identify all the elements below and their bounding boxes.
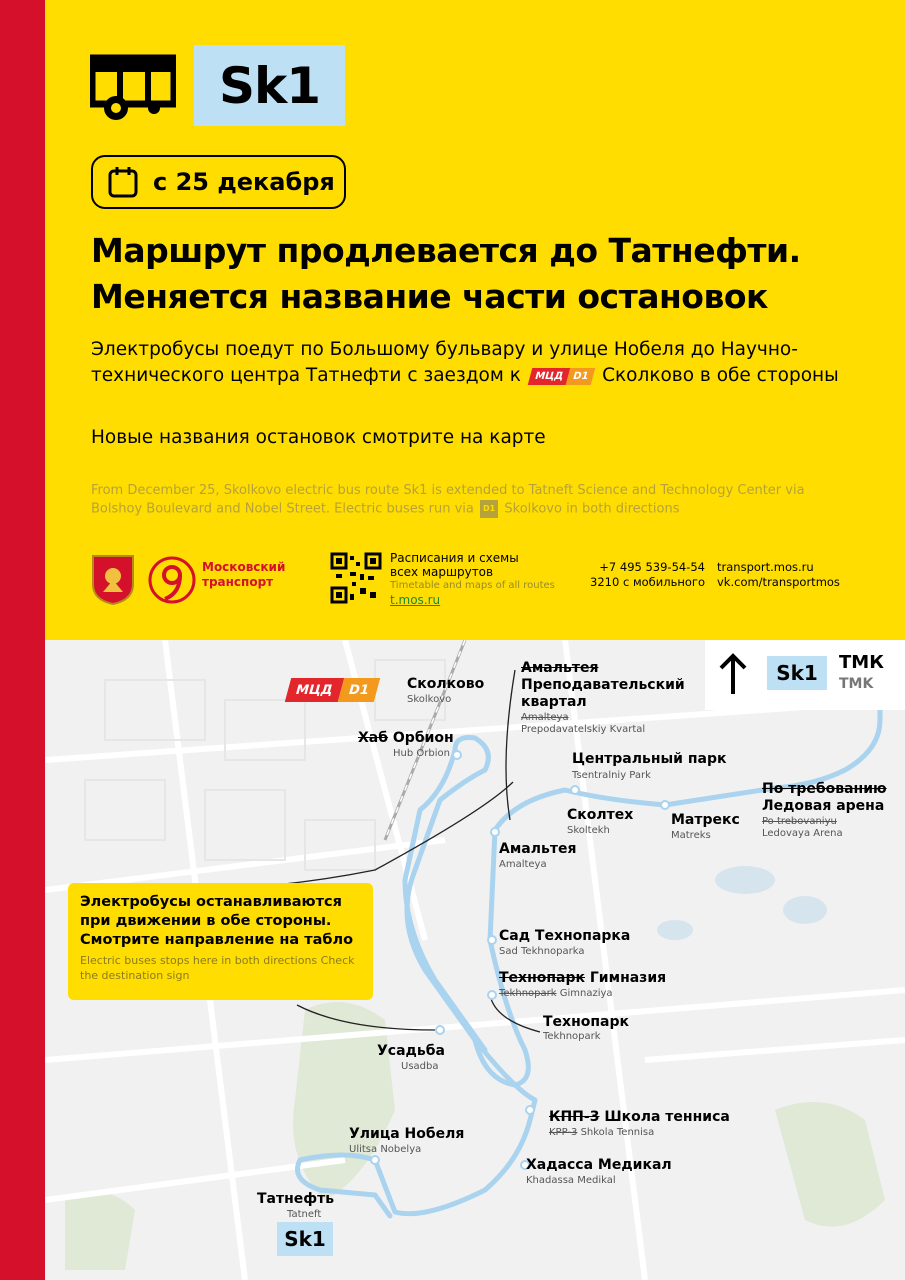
mt-line-1: Московский: [202, 560, 286, 574]
sched-link[interactable]: t.mos.ru: [390, 593, 441, 607]
route-map: [45, 640, 905, 1280]
callout-both-directions: [68, 883, 373, 1000]
date-pill: [91, 155, 346, 209]
stop-technopark-sub: Tekhnopark: [543, 1031, 601, 1042]
stop-gimnazia-sub-new: Gimnaziya: [559, 988, 613, 999]
stop-usadba: Усадьба: [377, 1043, 445, 1059]
stop-prepod-old: Амальтея: [521, 660, 599, 676]
headline-line-2: Меняется название части остановок: [91, 277, 768, 316]
phone-number[interactable]: +7 495 539-54-54: [599, 560, 705, 574]
stop-gimnazia-old: Технопарк: [499, 970, 586, 986]
stop-arena-old: По требованию: [762, 781, 887, 797]
stop-gimnazia-name: Гимназия: [589, 970, 667, 986]
stop-gimnazia-sub: [499, 988, 613, 1000]
stop-arena: Ледовая арена: [762, 798, 885, 814]
mobile-number: 3210 с мобильного: [590, 575, 705, 589]
headline: [91, 228, 871, 320]
english-description: [91, 482, 831, 519]
arrow-up-icon: [717, 652, 749, 696]
stop-arena-sub-old: Po trebovaniyu: [762, 816, 837, 827]
stop-sad: Сад Технопарка: [499, 928, 631, 944]
stop-hadassa-sub: Khadassa Medikal: [526, 1175, 616, 1186]
stop-tennis: [549, 1109, 730, 1126]
stop-prepod-name1: Преподавательский: [521, 677, 685, 693]
moscow-emblem-icon: [91, 554, 135, 606]
stop-tatneft: Татнефть: [257, 1191, 335, 1207]
calendar-icon: [107, 165, 139, 199]
direction-dest: ТМК: [839, 652, 884, 673]
english-part-2: Skolkovo in both directions: [504, 501, 680, 517]
map-mcd-label: МЦД: [285, 678, 344, 702]
websites: [717, 560, 840, 590]
direction-box: [705, 640, 905, 710]
mt-line-2: транспорт: [202, 575, 274, 589]
direction-route-badge: Sk1: [767, 656, 827, 690]
headline-line-1: Маршрут продлевается до Татнефти.: [91, 231, 801, 270]
stop-gimnazia-sub-old: Tekhnopark: [499, 988, 557, 999]
stop-arena-sub: Ledovaya Arena: [762, 828, 843, 839]
mcd-label: МЦД: [528, 368, 571, 385]
english-part-1: From December 25, Skolkovo electric bus route Sk1 is extended to Tatneft Science and Technology Center via Bolshoy Boulevard and Nobel Street. Electric buses run via: [91, 483, 805, 517]
stop-usadba-sub: Usadba: [401, 1061, 439, 1072]
sched-english: Timetable and maps of all routes: [390, 580, 555, 591]
stop-orbion-old: Хаб: [358, 730, 389, 746]
stop-amalteya: Амальтея: [499, 841, 577, 857]
stop-skoltech-sub: Skoltekh: [567, 825, 610, 836]
stop-tatneft-sub: Tatneft: [287, 1209, 322, 1220]
bus-icon: [90, 52, 176, 122]
description-part-2: Сколково в обе стороны: [602, 365, 839, 386]
stop-tennis-name: Школа тенниса: [604, 1109, 730, 1125]
callout-text: Электробусы останавливаются при движении в обе стороны. Смотрите направление на табло: [80, 894, 354, 948]
description: [91, 337, 851, 389]
stop-tennis-sub: [549, 1127, 654, 1139]
stop-tennis-sub-old: KPP-3: [549, 1127, 578, 1138]
stop-orbion-name: Орбион: [392, 730, 454, 746]
mcd-d1-map-badge: [288, 678, 376, 702]
new-names-note: Новые названия остановок смотрите на карте: [91, 427, 546, 448]
sched-line-1: Расписания и схемы: [390, 551, 519, 565]
callout-english: Electric buses stops here in both directions Check the destination sign: [80, 954, 355, 982]
stop-matreks: Матрекс: [671, 812, 740, 828]
footer: [45, 548, 905, 618]
stop-nobel-sub: Ulitsa Nobelya: [349, 1144, 422, 1155]
start-date: с 25 декабря: [153, 168, 335, 196]
stop-prepod-sub: Prepodavatelskiy Kvartal: [521, 724, 646, 735]
moscow-transport-name: [202, 560, 285, 590]
stop-gimnazia: [499, 970, 666, 987]
stop-park: Центральный парк: [572, 751, 727, 767]
qr-code-icon[interactable]: [330, 552, 382, 604]
stop-orbion-sub: Hub Orbion: [393, 748, 450, 759]
stop-tennis-sub-new: Shkola Tennisa: [580, 1127, 655, 1138]
site-link-2[interactable]: vk.com/transportmos: [717, 575, 840, 589]
stop-skoltech: Сколтех: [567, 807, 634, 823]
mcd-d1-badge: [530, 368, 593, 385]
site-link-1[interactable]: transport.mos.ru: [717, 560, 814, 574]
description-part-1: Электробусы поедут по Большому бульвару и улице Нобеля до Научно-технического центра Татнефти с заездом к: [91, 339, 798, 386]
stop-prepod-sub-old: Amalteya: [521, 712, 569, 723]
d1-label: D1: [566, 368, 596, 385]
phone-info: [575, 560, 705, 590]
stop-tennis-old: КПП-3: [549, 1109, 600, 1125]
map-d1-label: D1: [337, 678, 379, 702]
sched-line-2: всех маршрутов: [390, 565, 494, 579]
stop-orbion: [358, 730, 454, 747]
stop-prepod-name2: квартал: [521, 694, 587, 710]
stop-sad-sub: Sad Tekhnoparka: [499, 946, 585, 957]
stop-hadassa: Хадасса Медикал: [526, 1157, 672, 1173]
red-side-stripe: [0, 0, 45, 1280]
stop-skolkovo: Сколково: [407, 676, 485, 692]
stop-amalteya-sub: Amalteya: [499, 859, 547, 870]
stop-skolkovo-sub: Skolkovo: [407, 694, 452, 705]
schedule-info: [390, 551, 555, 607]
d1-mini-badge: D1: [480, 500, 498, 518]
terminal-route-badge: Sk1: [277, 1222, 333, 1256]
direction-dest-sub: TMK: [839, 676, 874, 692]
moscow-transport-logo-icon: [147, 555, 197, 605]
stop-nobel: Улица Нобеля: [349, 1126, 465, 1142]
route-badge: Sk1: [194, 45, 345, 126]
stop-matreks-sub: Matreks: [671, 830, 711, 841]
stop-technopark: Технопарк: [543, 1014, 630, 1030]
stop-park-sub: Tsentralniy Park: [572, 770, 651, 781]
